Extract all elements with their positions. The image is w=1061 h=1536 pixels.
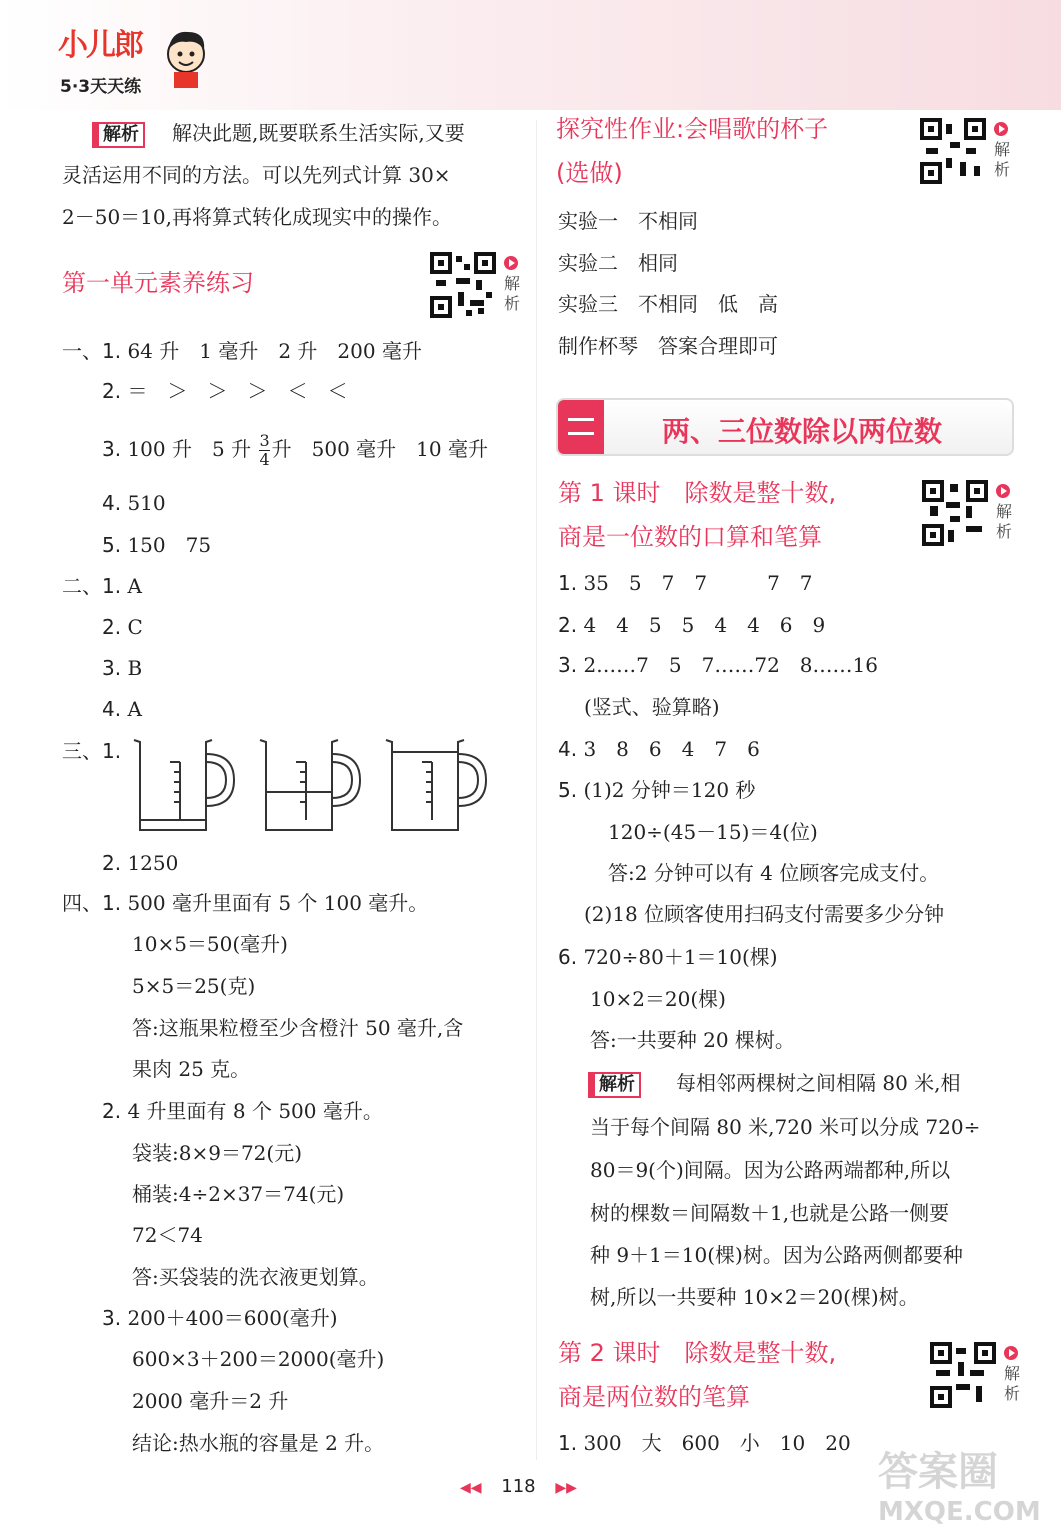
list-item: 3. 200＋400＝600(毫升)	[102, 1306, 338, 1330]
qr-code-icon	[430, 252, 496, 318]
analysis-line: 树,所以一共要种 10×2＝20(棵)树。	[590, 1285, 919, 1309]
list-item: (2)18 位顾客使用扫码支付需要多少分钟	[584, 902, 945, 926]
list-item: 10×5＝50(毫升)	[132, 932, 288, 956]
page-number: 118	[501, 1476, 536, 1497]
lesson-subtitle: 商是一位数的口算和笔算	[558, 523, 822, 551]
qr-label: 解析	[1004, 1364, 1021, 1403]
watermark	[878, 1440, 1054, 1530]
analysis-line: 树的棵数＝间隔数＋1,也就是公路一侧要	[590, 1201, 950, 1225]
qr-code-icon	[922, 480, 988, 546]
play-icon	[994, 122, 1008, 136]
unit-title: 第一单元素养练习	[62, 269, 254, 297]
qr-label: 解析	[996, 502, 1013, 541]
list-item: 2. 4 升里面有 8 个 500 毫升。	[102, 1099, 383, 1123]
list-item: 1. 35 5 7 7 7 7	[558, 571, 813, 595]
list-item: 5. 150 75	[102, 533, 212, 557]
chapter-banner	[556, 398, 1014, 456]
list-item: 答:2 分钟可以有 4 位顾客完成支付。	[588, 861, 940, 885]
qr-code-unit[interactable]	[430, 252, 521, 320]
list-item: 72＜74	[132, 1223, 203, 1247]
qr-label: 解析	[994, 140, 1011, 179]
qr-code-icon	[930, 1342, 996, 1408]
list-item: 4. 510	[102, 491, 166, 515]
analysis-line: 2－50＝10,再将算式转化成现实中的操作。	[62, 205, 452, 229]
list-item: 二、1. A	[62, 574, 142, 598]
column-divider	[536, 120, 537, 1460]
analysis-line: 每相邻两棵树之间相隔 80 米,相	[676, 1071, 961, 1095]
page-footer	[460, 1476, 577, 1497]
series-name: 5·3天天练	[60, 77, 142, 97]
watermark-url: MXQE.COM	[878, 1497, 1041, 1527]
brand-logo	[58, 20, 208, 100]
analysis-tag: 解析	[92, 122, 145, 148]
list-item: 答:买袋装的洗衣液更划算。	[132, 1265, 379, 1289]
list-item: 2. 4 4 5 5 4 4 6 9	[558, 613, 826, 637]
list-item-fraction: 3. 100 升 5 升 $\frac{3}{4}$ 升 500 毫升 10 毫升	[102, 431, 488, 469]
list-item: 2. C	[102, 615, 143, 639]
qr-code-icon	[920, 118, 986, 184]
measuring-cup-icon	[260, 740, 360, 830]
list-item: 120÷(45－15)＝4(位)	[588, 820, 818, 844]
analysis-line: 当于每个间隔 80 米,720 米可以分成 720÷	[590, 1115, 981, 1139]
analysis-block-1	[92, 120, 145, 148]
analysis-block-2	[588, 1070, 641, 1098]
list-item: 3. 2……7 5 7……72 8……16	[558, 653, 878, 677]
mascot-icon	[162, 28, 210, 90]
fraction: $\frac{3}{4}$	[259, 431, 270, 469]
list-item: (竖式、验算略)	[584, 695, 720, 719]
qr-label: 解析	[504, 274, 521, 313]
list-item: 一、1. 64 升 1 毫升 2 升 200 毫升	[62, 339, 422, 363]
analysis-line: 解决此题,既要联系生活实际,又要	[172, 121, 465, 145]
list-item: 三、1.	[62, 739, 122, 763]
list-item: 四、1. 500 毫升里面有 5 个 100 毫升。	[62, 891, 429, 915]
list-item: 4. A	[102, 697, 142, 721]
experiment-row: 制作杯琴 答案合理即可	[558, 334, 778, 358]
analysis-line: 80＝9(个)间隔。因为公路两端都种,所以	[590, 1158, 951, 1182]
play-icon	[1004, 1346, 1018, 1360]
list-item: 10×2＝20(棵)	[590, 987, 726, 1011]
explore-title: 探究性作业:会唱歌的杯子	[556, 115, 829, 143]
list-item: 桶装:4÷2×37＝74(元)	[132, 1182, 345, 1206]
list-item: 1. 300 大 600 小 10 20	[558, 1431, 851, 1455]
brand-name: 小儿郎	[58, 28, 142, 63]
analysis-line: 灵活运用不同的方法。可以先列式计算 30×	[62, 163, 451, 187]
qr-code-explore[interactable]	[920, 118, 1011, 186]
experiment-row: 实验二 相同	[558, 251, 678, 275]
lesson-title: 第 2 课时 除数是整十数,	[558, 1339, 837, 1367]
list-item: 结论:热水瓶的容量是 2 升。	[132, 1431, 385, 1455]
list-item: 答:这瓶果粒橙至少含橙汁 50 毫升,含	[132, 1016, 464, 1040]
play-icon	[996, 484, 1010, 498]
chapter-title: 两、三位数除以两位数	[662, 415, 943, 448]
qr-code-lesson2[interactable]	[930, 1342, 1021, 1410]
watermark-text: 答案圈	[878, 1449, 998, 1495]
measuring-cup-icon	[386, 740, 486, 830]
experiment-row: 实验三 不相同 低 高	[558, 292, 778, 316]
list-item: 袋装:8×9＝72(元)	[132, 1141, 302, 1165]
play-icon	[504, 256, 518, 270]
list-item: 4. 3 8 6 4 7 6	[558, 737, 760, 761]
explore-subtitle: (选做)	[556, 159, 623, 187]
list-item: 2000 毫升＝2 升	[132, 1389, 289, 1413]
analysis-tag: 解析	[588, 1072, 641, 1098]
list-item: 3. B	[102, 656, 143, 680]
list-item: 2. 1250	[102, 851, 179, 875]
list-item: 果肉 25 克。	[132, 1057, 251, 1081]
list-item: 2. ＝ ＞ ＞ ＞ ＜ ＜	[102, 379, 348, 403]
experiment-row: 实验一 不相同	[558, 209, 698, 233]
measuring-cup-icon	[134, 740, 234, 830]
list-item: 5. (1)2 分钟＝120 秒	[558, 778, 756, 802]
qr-code-lesson1[interactable]	[922, 480, 1013, 548]
list-item: 5×5＝25(克)	[132, 974, 256, 998]
lesson-subtitle: 商是两位数的笔算	[558, 1383, 750, 1411]
prev-arrows-icon: ◀◀	[460, 1480, 482, 1496]
list-item: 答:一共要种 20 棵树。	[590, 1028, 795, 1052]
analysis-line: 种 9＋1＝10(棵)树。因为公路两侧都要种	[590, 1243, 963, 1267]
list-item: 600×3＋200＝2000(毫升)	[132, 1347, 385, 1371]
list-item: 6. 720÷80＋1＝10(棵)	[558, 945, 778, 969]
next-arrows-icon: ▶▶	[555, 1480, 577, 1496]
measuring-cups-figure	[130, 732, 490, 836]
lesson-title: 第 1 课时 除数是整十数,	[558, 479, 837, 507]
chapter-number-icon	[558, 400, 604, 454]
